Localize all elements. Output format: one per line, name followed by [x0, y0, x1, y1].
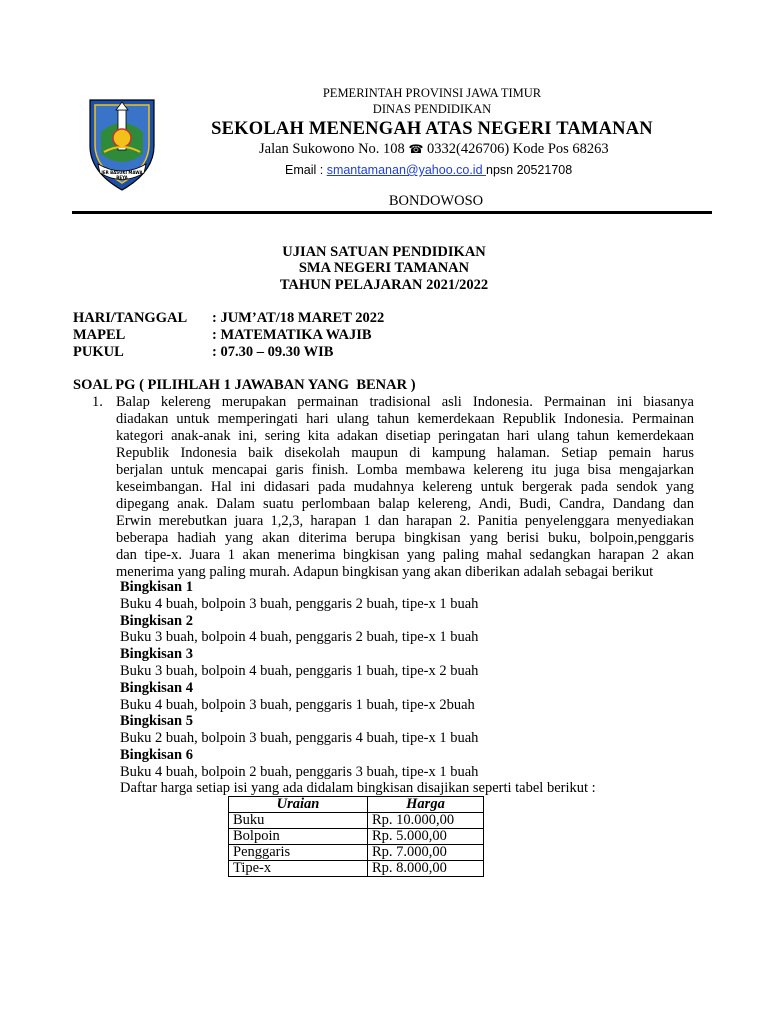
provincial-emblem-logo [82, 94, 162, 194]
question-line: kategori anak-anak ini, sering kita adakan disetiap peringatan hari ulang tahun kemerdekaan [116, 428, 694, 444]
bingkisan-desc: Buku 2 buah, bolpoin 3 buah, penggaris 4 buah, tipe-x 1 buah [120, 730, 479, 746]
email-label: Email : [285, 163, 327, 177]
info-row-subject [73, 327, 372, 344]
column-header-uraian: Uraian [229, 797, 368, 813]
table-row [229, 829, 484, 845]
bingkisan-title: Bingkisan 1 [120, 579, 193, 595]
bingkisan-desc: Buku 3 buah, bolpoin 4 buah, penggaris 2 buah, tipe-x 1 buah [120, 629, 479, 645]
bingkisan-title: Bingkisan 5 [120, 713, 193, 729]
column-header-harga: Harga [368, 797, 484, 813]
header-province: PEMERINTAH PROVINSI JAWA TIMUR [322, 86, 542, 100]
exam-title-1: UJIAN SATUAN PENDIDIKAN [282, 244, 486, 260]
question-line: diadakan untuk memperingati hari ulang tahun kemerdekaan Republik Indonesia. Permainan [116, 411, 694, 427]
info-value: : 07.30 – 09.30 WIB [212, 344, 334, 360]
question-number: 1. [92, 394, 103, 410]
item-name: Penggaris [229, 845, 368, 861]
question-line: dipegang anak. Dalam suatu perlombaan balap kelereng, Andi, Budi, Candra, Dandang dan [116, 496, 694, 512]
exam-title-3: TAHUN PELAJARAN 2021/2022 [279, 277, 489, 293]
address-phone-postcode: 0332(426706) Kode Pos 68263 [423, 141, 609, 157]
email-link[interactable]: smantamanan@yahoo.co.id [326, 163, 486, 177]
table-header-row [229, 797, 484, 813]
info-value: : JUM’AT/18 MARET 2022 [212, 310, 385, 326]
table-row [229, 861, 484, 877]
item-name: Bolpoin [229, 829, 368, 845]
school-address [259, 141, 609, 158]
question-line: menerima yang paling murah. Adapun bingkisan yang akan diberikan adalah sebagai berikut [116, 564, 654, 580]
question-line: Erwin merebutkan juara 1,2,3, harapan 1 dan harapan 2. Panitia penyelenggara menyediakan [116, 513, 694, 529]
info-value: : MATEMATIKA WAJIB [212, 327, 372, 343]
info-label: PUKUL [73, 344, 124, 360]
question-line: Republik Indonesia baik disekolah maupun di kampung halaman. Setiap pemain harus [116, 445, 694, 461]
item-name: Buku [229, 813, 368, 829]
header-dinas: DINAS PENDIDIKAN [372, 102, 492, 116]
bingkisan-title: Bingkisan 2 [120, 613, 193, 629]
phone-icon: ☎ [408, 142, 424, 156]
table-row [229, 845, 484, 861]
price-table [228, 796, 484, 877]
question-line: berjalan untuk mencapai garis finish. Lomba membawa kelereng itu juga bisa mengajarkan [116, 462, 694, 478]
bingkisan-desc: Buku 3 buah, bolpoin 4 buah, penggaris 1 buah, tipe-x 2 buah [120, 663, 479, 679]
exam-title-2: SMA NEGERI TAMANAN [298, 260, 470, 276]
item-price: Rp. 8.000,00 [368, 861, 484, 877]
school-email-line [285, 163, 572, 177]
npsn: npsn 20521708 [486, 163, 573, 177]
bingkisan-title: Bingkisan 4 [120, 680, 193, 696]
header-divider [72, 211, 712, 214]
bingkisan-desc: Buku 4 buah, bolpoin 3 buah, penggaris 2 buah, tipe-x 1 buah [120, 596, 479, 612]
item-name: Tipe-x [229, 861, 368, 877]
question-line: keseimbangan. Hal ini didasari pada mudahnya kelereng untuk bergerak pada sendok yang [116, 479, 694, 495]
item-price: Rp. 7.000,00 [368, 845, 484, 861]
price-intro: Daftar harga setiap isi yang ada didalam bingkisan disajikan seperti tabel berikut : [120, 780, 596, 796]
city: BONDOWOSO [388, 193, 484, 209]
logo-motto: JER BASUKI MAWA BEYA [101, 170, 143, 180]
info-label: MAPEL [73, 327, 126, 343]
info-label: HARI/TANGGAL [73, 310, 188, 326]
question-line: dan tipe-x. Juara 1 akan menerima bingkisan yang paling mahal sedangkan harapan 2 akan [116, 547, 694, 563]
item-price: Rp. 10.000,00 [368, 813, 484, 829]
info-row-time [73, 344, 333, 361]
school-name: SEKOLAH MENENGAH ATAS NEGERI TAMANAN [211, 119, 653, 139]
bingkisan-desc: Buku 4 buah, bolpoin 2 buah, penggaris 3 buah, tipe-x 1 buah [120, 764, 479, 780]
bingkisan-title: Bingkisan 3 [120, 646, 193, 662]
address-street: Jalan Sukowono No. 108 [259, 141, 409, 157]
question-text [116, 394, 694, 581]
question-line: Balap kelereng merupakan permainan tradisional asli Indonesia. Permainan ini biasanya [116, 394, 694, 410]
bingkisan-desc: Buku 4 buah, bolpoin 3 buah, penggaris 1 buah, tipe-x 2buah [120, 697, 475, 713]
bingkisan-title: Bingkisan 6 [120, 747, 193, 763]
info-row-date [73, 310, 384, 327]
section-title: SOAL PG ( PILIHLAH 1 JAWABAN YANG BENAR ) [73, 377, 416, 393]
item-price: Rp. 5.000,00 [368, 829, 484, 845]
question-line: beberapa hadiah yang akan diterima berupa bingkisan yang berisi buku, bolpoin,penggaris [116, 530, 694, 546]
table-row [229, 813, 484, 829]
